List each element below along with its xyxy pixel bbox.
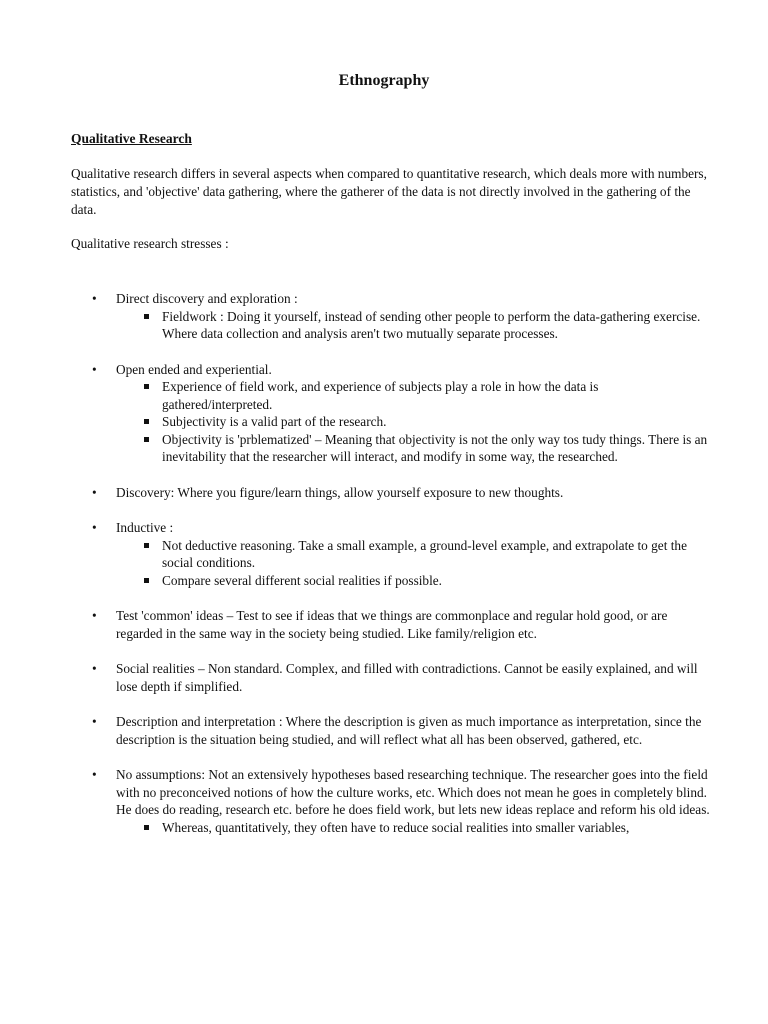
bullet-icon: • — [92, 661, 97, 676]
bullet-icon: • — [92, 484, 97, 500]
sub-list-item-text: Fieldwork : Doing it yourself, instead of sending other people to perform the data-gathering exercise. Where data collection and analysis aren't two mutually separate processes. — [162, 308, 701, 341]
square-bullet-icon — [144, 384, 149, 389]
section-heading: Qualitative Research — [71, 131, 192, 146]
square-bullet-icon — [144, 578, 149, 583]
list-item-text: Test 'common' ideas – Test to see if ideas that we things are commonplace and regular hold good, or are regarded in the same way in the society being studied. Like family/religion etc. — [116, 608, 668, 641]
square-bullet-icon — [144, 543, 149, 548]
sub-list-item — [0, 431, 768, 466]
sub-list-item — [0, 819, 768, 837]
bullet-icon: • — [92, 608, 97, 623]
list-item-text: Discovery: Where you figure/learn things, allow yourself exposure to new thoughts. — [116, 484, 564, 500]
list-item — [0, 361, 768, 466]
list-item-text: No assumptions: Not an extensively hypotheses based researching technique. The researcher goes into the field with no preconceived notions of how the culture works, etc. Which does not mean he goes in completely blind. He does do reading, research etc. before he does field work, but lets new ideas replace and reform his old ideas. — [116, 767, 710, 817]
sub-list-item — [0, 413, 768, 431]
document-title: Ethnography — [338, 72, 430, 89]
sub-list-item-text: Subjectivity is a valid part of the research. — [162, 414, 387, 429]
sub-list-item-text: Not deductive reasoning. Take a small example, a ground-level example, and extrapolate to get the social conditions. — [162, 537, 687, 570]
bullet-list — [0, 290, 768, 836]
square-bullet-icon — [144, 825, 149, 830]
square-bullet-icon — [144, 437, 149, 442]
sub-list-item — [0, 308, 768, 343]
stresses-paragraph: Qualitative research stresses : — [71, 236, 229, 251]
list-item — [0, 766, 768, 836]
intro-paragraph: Qualitative research differs in several aspects when compared to quantitative research, which deals more with numbers, statistics, and 'objective' data gathering, where the gatherer of the data is not directly involved in the gathering of the data. — [71, 166, 707, 217]
list-item — [0, 290, 768, 343]
sub-list-item — [0, 378, 768, 413]
bullet-icon: • — [92, 520, 97, 535]
list-item — [0, 484, 768, 502]
sub-list-item-text: Objectivity is 'prblematized' – Meaning that objectivity is not the only way tos tudy things. There is an inevitability that the researcher will interact, and modify in some way, the researched. — [162, 431, 708, 464]
list-item-text: Description and interpretation : Where the description is given as much importance as interpretation, since the description is the situation being studied, and will reflect what all has been observed, gathered, etc. — [116, 714, 702, 747]
sub-list-item — [0, 572, 768, 590]
list-item — [0, 660, 768, 695]
sub-list-item-text: Compare several different social realities if possible. — [162, 572, 443, 588]
bullet-icon: • — [92, 714, 97, 729]
list-item-text: Open ended and experiential. — [116, 361, 272, 377]
sub-list-item-text: Whereas, quantitatively, they often have to reduce social realities into smaller variables, — [162, 819, 630, 835]
list-item-text: Inductive : — [116, 520, 174, 535]
list-item-text: Social realities – Non standard. Complex, and filled with contradictions. Cannot be easily explained, and will lose depth if simplified. — [116, 661, 698, 694]
bullet-icon: • — [92, 291, 97, 306]
square-bullet-icon — [144, 419, 149, 424]
bullet-icon: • — [92, 361, 97, 377]
bullet-icon: • — [92, 767, 97, 782]
sub-list-item — [0, 537, 768, 572]
list-item — [0, 607, 768, 642]
list-item-text: Direct discovery and exploration : — [116, 291, 298, 306]
list-item — [0, 713, 768, 748]
square-bullet-icon — [144, 314, 149, 319]
list-item — [0, 519, 768, 589]
sub-list-item-text: Experience of field work, and experience of subjects play a role in how the data is gathered/interpreted. — [162, 379, 599, 412]
